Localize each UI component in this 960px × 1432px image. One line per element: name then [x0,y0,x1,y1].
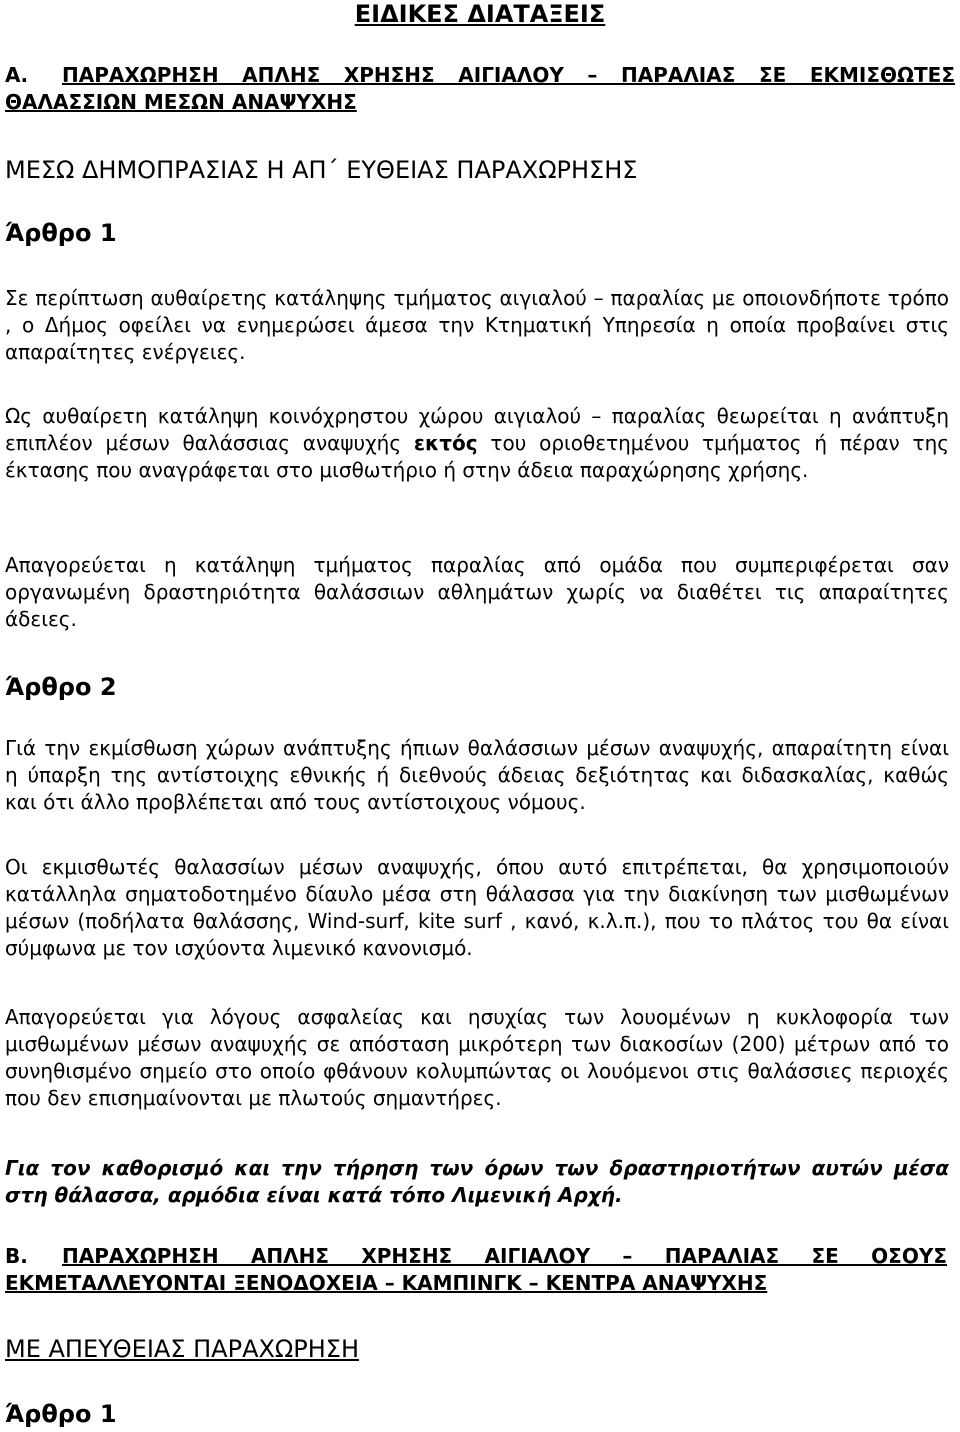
paragraph-text: Ως αυθαίρετη κατάληψη κοινόχρηστου χώρου αιγιαλού – παραλίας θεωρείται η ανάπτυξη επιπλέον μέσων θαλάσσιας αναψυχής [5,404,949,455]
section-a-label: Α. [5,63,29,87]
section-a-article-2-title: Άρθρο 2 [5,673,117,701]
section-b-article-1-title: Άρθρο 1 [5,1400,117,1428]
section-a-article-1-paragraph-1: Σε περίπτωση αυθαίρετης κατάληψης τμήματος αιγιαλού – παραλίας με οποιονδήποτε τρόπο , ο Δήμος οφείλει να ενημερώσει άμεσα την Κτηματική Υπηρεσία η οποία προβαίνει στις απαραίτητες ενέργειες. [5,286,949,364]
section-a-article-2-paragraph-4: Για τον καθορισμό και την τήρηση των όρων των δραστηριοτήτων αυτών μέσα στη θάλασσα, αρμόδια είναι κατά τόπο Λιμενική Αρχή. [5,1156,949,1207]
section-a-article-1-paragraph-2 [5,403,949,484]
section-a-article-2-paragraph-1: Γιά την εκμίσθωση χώρων ανάπτυξης ήπιων θαλάσσιων μέσων αναψυχής, απαραίτητη είναι η ύπαρξη της αντίστοιχης εθνικής ή διεθνούς άδειας δεξιότητας και διδασκαλίας, καθώς και ότι άλλο προβλέπεται από τους αντίστοιχους νόμους. [5,736,949,814]
document-title: ΕΙΔΙΚΕΣ ΔΙΑΤΑΞΕΙΣ [354,0,606,28]
section-a-article-1-paragraph-3: Απαγορεύεται η κατάληψη τμήματος παραλίας από ομάδα που συμπεριφέρεται σαν οργανωμένη δραστηριότητα θαλάσσιων αθλημάτων χωρίς να διαθέτει τις απαραίτητες άδειες. [5,553,949,631]
paragraph-text: του οριοθετημένου τμήματος ή πέραν της έκτασης που αναγράφεται στο μισθωτήριο ή στην άδεια παραχώρησης χρήσης. [5,431,949,482]
section-b-heading [5,1243,947,1297]
section-a-article-2-paragraph-2: Οι εκμισθωτές θαλασσίων μέσων αναψυχής, όπου αυτό επιτρέπεται, θα χρησιμοποιούν κατάλληλα σηματοδοτημένο δίαυλο μέσα στη θάλασσα για την διακίνηση των μισθωμένων μέσων (ποδήλατα θαλάσσης, Wind-surf, kite surf , κανό, κ.λ.π.), που το πλάτος του θα είναι σύμφωνα με τον ισχύοντα λιμενικό κανονισμό. [5,855,949,960]
section-b-subheading: ΜΕ ΑΠΕΥΘΕΙΑΣ ΠΑΡΑΧΩΡΗΣΗ [5,1335,359,1363]
section-a-subheading: ΜΕΣΩ ΔΗΜΟΠΡΑΣΙΑΣ Η ΑΠ΄ ΕΥΘΕΙΑΣ ΠΑΡΑΧΩΡΗΣΗΣ [5,156,638,184]
section-a-article-1-title: Άρθρο 1 [5,219,117,247]
section-a-article-2-paragraph-3: Απαγορεύεται για λόγους ασφαλείας και ησυχίας των λουομένων η κυκλοφορία των μισθωμένων μέσων αναψυχής σε απόσταση μικρότερη των διακοσίων (200) μέτρων από το συνηθισμένο σημείο στο οποίο φθάνουν κολυμπώντας οι λουόμενοι στις θαλάσσιες περιοχές που δεν επισημαίνονται με πλωτούς σημαντήρες. [5,1005,949,1110]
emphasis-text: εκτός [413,431,478,455]
section-a-heading [5,62,955,116]
section-b-label: Β. [5,1244,28,1268]
section-b-title: ΠΑΡΑΧΩΡΗΣΗ ΑΠΛΗΣ ΧΡΗΣΗΣ ΑΙΓΙΑΛΟΥ – ΠΑΡΑΛΙΑΣ ΣΕ ΟΣΟΥΣ ΕΚΜΕΤΑΛΛΕΥΟΝΤΑΙ ΞΕΝΟΔΟΧΕΙΑ – ΚΑΜΠΙΝΓΚ – ΚΕΝΤΡΑ ΑΝΑΨΥΧΗΣ [5,1244,947,1295]
section-a-title: ΠΑΡΑΧΩΡΗΣΗ ΑΠΛΗΣ ΧΡΗΣΗΣ ΑΙΓΙΑΛΟΥ – ΠΑΡΑΛΙΑΣ ΣΕ ΕΚΜΙΣΘΩΤΕΣ ΘΑΛΑΣΣΙΩΝ ΜΕΣΩΝ ΑΝΑΨΥΧΗΣ [5,63,955,114]
